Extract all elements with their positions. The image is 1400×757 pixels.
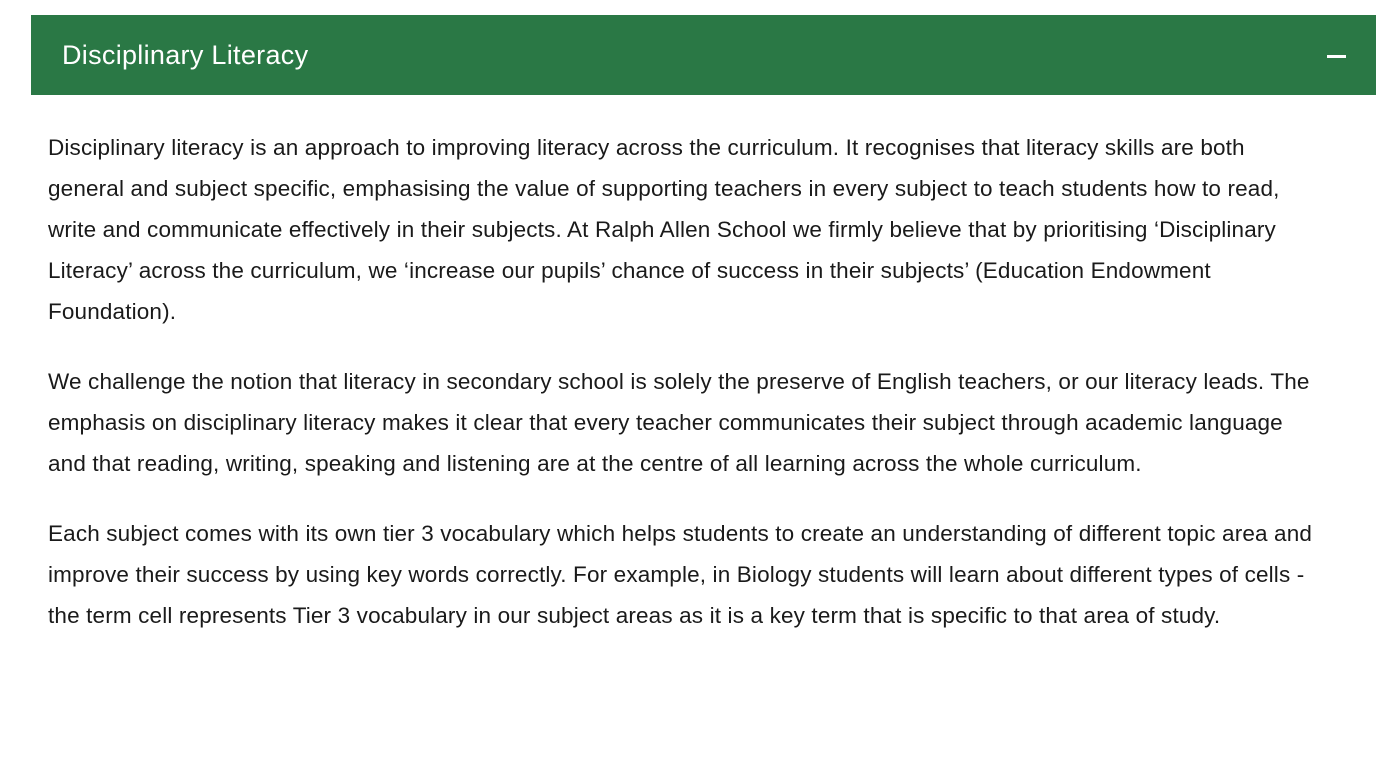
accordion-disciplinary-literacy — [31, 15, 1376, 95]
accordion-header[interactable] — [31, 15, 1376, 95]
paragraph-challenge: We challenge the notion that literacy in secondary school is solely the preserve of English teachers, or our literacy leads. The emphasis on disciplinary literacy makes it clear that every teacher communicates their subject through academic language and that reading, writing, speaking and listening are at the centre of all learning across the whole curriculum. — [48, 369, 1310, 476]
paragraph-vocabulary: Each subject comes with its own tier 3 vocabulary which helps students to create an understanding of different topic area and improve their success by using key words correctly. For example, in Biology students will learn about different types of cells - the term cell represents Tier 3 vocabulary in our subject areas as it is a key term that is specific to that area of study. — [48, 521, 1313, 628]
paragraph-intro: Disciplinary literacy is an approach to improving literacy across the curriculum. It recognises that literacy skills are both general and subject specific, emphasising the value of supporting teachers in every subject to teach students how to read, write and communicate effectively in their subjects. At Ralph Allen School we firmly believe that by prioritising ‘Disciplinary Literacy’ across the curriculum, we ‘increase our pupils’ chance of success in their subjects’ (Education Endowment Foundation). — [48, 135, 1280, 324]
minus-icon[interactable] — [1327, 55, 1346, 58]
accordion-title: Disciplinary Literacy — [62, 39, 309, 70]
accordion-body — [48, 127, 1313, 665]
